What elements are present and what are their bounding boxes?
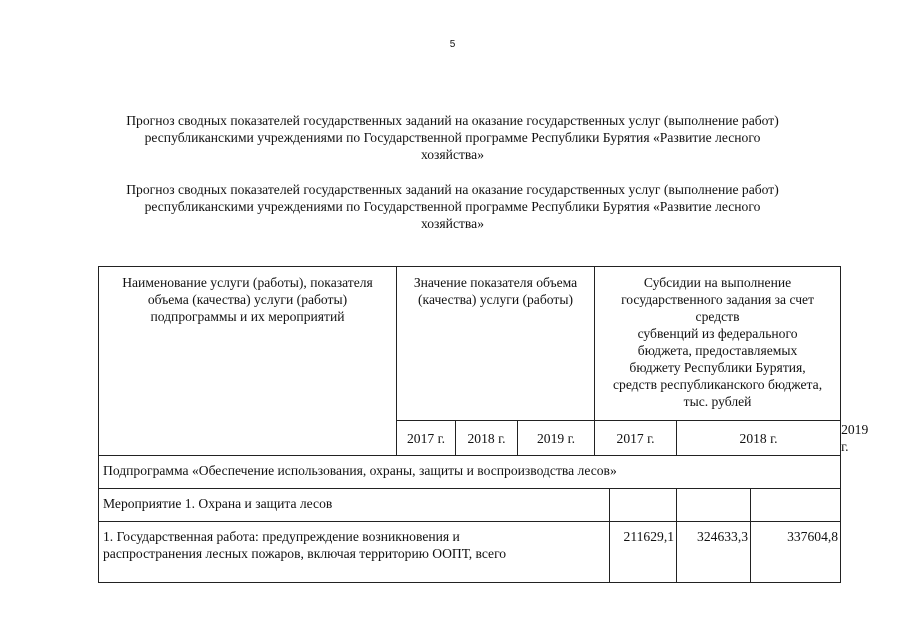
measure-label: Мероприятие 1. Охрана и защита лесов bbox=[99, 489, 610, 522]
volume-year-cell: 2019 г. bbox=[518, 421, 595, 456]
subsidy-value-2018: 324633,3 bbox=[677, 522, 751, 583]
volume-year-cell: 2018 г. bbox=[456, 421, 518, 456]
forecast-table bbox=[98, 266, 869, 583]
heading-line: республиканскими учреждениями по Государственной программе Республики Бурятия «Развитие лесного bbox=[144, 199, 761, 214]
subsidy-year-cell: 2018 г. bbox=[677, 421, 841, 456]
header-volume-indicator bbox=[397, 267, 595, 421]
subsidy-value-2017: 211629,1 bbox=[610, 522, 677, 583]
subsidy-value-2019: 337604,8 bbox=[751, 522, 841, 583]
work-label-line: 1. Государственная работа: предупреждение возникновения и bbox=[103, 529, 460, 544]
header-line: (качества) услуги (работы) bbox=[418, 292, 573, 307]
heading-line: хозяйства» bbox=[420, 147, 485, 162]
document-heading bbox=[70, 112, 835, 163]
header-line: Значение показателя объема bbox=[413, 275, 578, 290]
header-line: бюджету Республики Бурятия, bbox=[629, 360, 806, 375]
header-line: государственного задания за счет bbox=[621, 292, 815, 307]
heading-line: хозяйства» bbox=[420, 216, 485, 231]
table-year-row: 2017 г. 2018 г. 2019 г. 2017 г. 2018 г. 2019 г. bbox=[99, 421, 841, 456]
header-line: субвенций из федерального bbox=[637, 326, 798, 341]
page-number: 5 bbox=[449, 39, 456, 50]
heading-line: республиканскими учреждениями по Государственной программе Республики Бурятия «Развитие лесного bbox=[144, 130, 761, 145]
header-line: подпрограммы и их мероприятий bbox=[150, 309, 345, 324]
empty-cell bbox=[751, 489, 841, 522]
heading-line: Прогноз сводных показателей государственных заданий на оказание государственных услуг (выполнение работ) bbox=[126, 113, 779, 128]
heading-line: Прогноз сводных показателей государственных заданий на оказание государственных услуг (выполнение работ) bbox=[126, 182, 779, 197]
empty-cell bbox=[677, 489, 751, 522]
header-line: Субсидии на выполнение bbox=[643, 275, 792, 290]
volume-year-cell: 2017 г. bbox=[397, 421, 456, 456]
work-label bbox=[99, 522, 610, 583]
header-line: средств bbox=[695, 309, 740, 324]
work-row bbox=[99, 522, 841, 583]
subsidy-year-cell: 2017 г. bbox=[595, 421, 677, 456]
work-label-line: распространения лесных пожаров, включая территорию ООПТ, всего bbox=[103, 546, 507, 561]
subprogram-label: Подпрограмма «Обеспечение использования, охраны, защиты и воспроизводства лесов» bbox=[99, 456, 841, 489]
table-header-row bbox=[99, 267, 841, 421]
header-line: тыс. рублей bbox=[683, 394, 752, 409]
header-line: средств республиканского бюджета, bbox=[613, 377, 823, 392]
measure-row bbox=[99, 489, 841, 522]
header-line: Наименование услуги (работы), показателя bbox=[122, 275, 373, 290]
document-heading-repeat bbox=[70, 181, 835, 232]
header-service-name bbox=[99, 267, 397, 456]
subprogram-row bbox=[99, 456, 841, 489]
header-line: бюджета, предоставляемых bbox=[637, 343, 798, 358]
header-line: объема (качества) услуги (работы) bbox=[147, 292, 348, 307]
empty-cell bbox=[610, 489, 677, 522]
header-subsidies bbox=[595, 267, 841, 421]
